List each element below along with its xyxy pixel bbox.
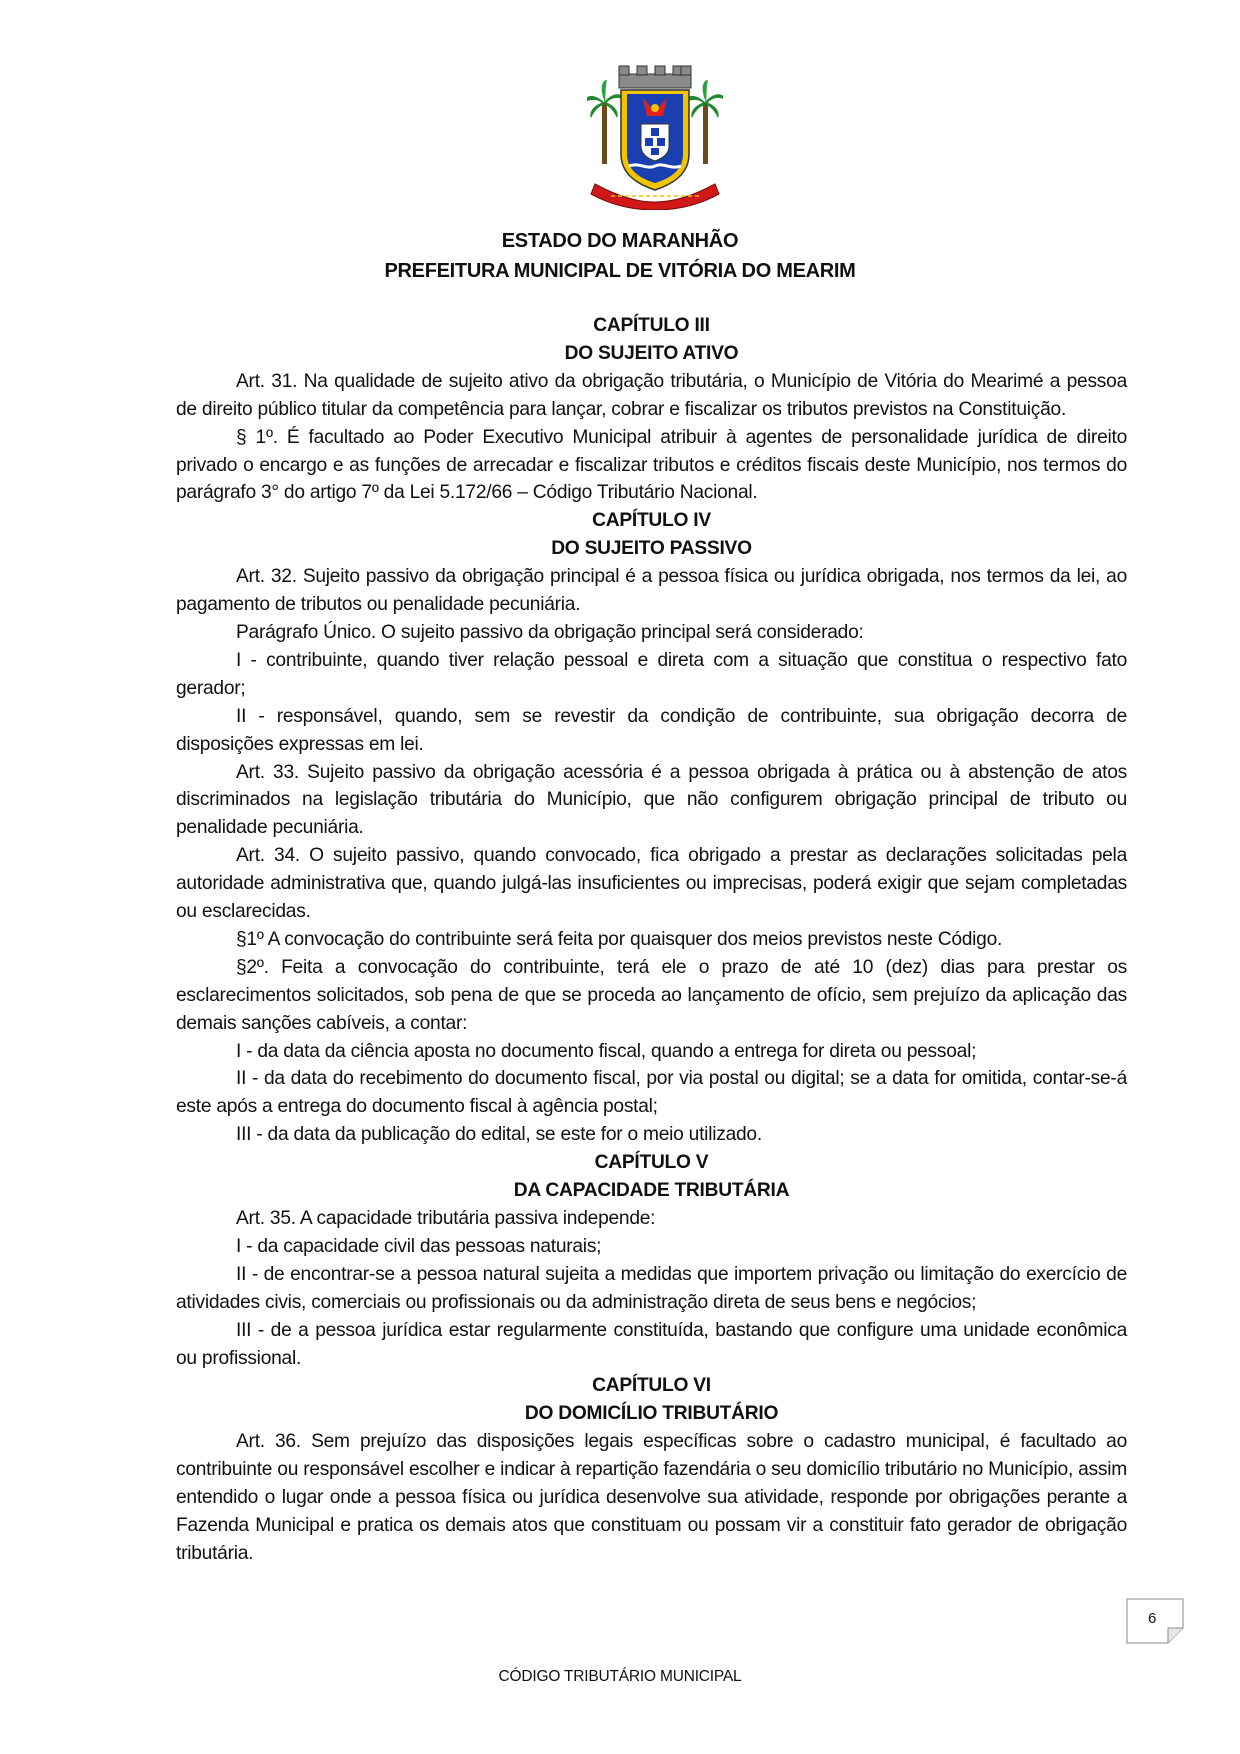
- chapter-heading: DO SUJEITO ATIVO: [564, 342, 739, 364]
- document-body: [176, 312, 1127, 1568]
- mural-crown: [619, 66, 691, 88]
- chapter-heading: DO SUJEITO PASSIVO: [551, 538, 752, 560]
- body-paragraph: Art. 31. Na qualidade de sujeito ativo da obrigação tributária, o Município de Vitória do Mearimé a pessoa de direito público titular da competência para lançar, cobrar e fiscalizar os tributos previstos na Constituição.: [176, 370, 1127, 420]
- body-paragraph: II - da data do recebimento do documento fiscal, por via postal ou digital; se a data for omitida, contar-se-á este após a entrega do documento fiscal à agência postal;: [176, 1068, 1127, 1118]
- body-paragraph: I - da capacidade civil das pessoas naturais;: [236, 1235, 602, 1257]
- body-paragraph: II - responsável, quando, sem se revestir da condição de contribuinte, sua obrigação decorra de disposições expressas em lei.: [176, 705, 1127, 755]
- shield: [621, 90, 689, 190]
- body-paragraph: Art. 32. Sujeito passivo da obrigação principal é a pessoa física ou jurídica obrigada, nos termos da lei, ao pagamento de tributos ou penalidade pecuniária.: [176, 566, 1127, 616]
- state-title: ESTADO DO MARANHÃO: [501, 230, 739, 252]
- chapter-heading: CAPÍTULO III: [593, 315, 710, 336]
- body-paragraph: Art. 35. A capacidade tributária passiva independe:: [236, 1208, 656, 1229]
- body-paragraph: III - da data da publicação do edital, se este for o meio utilizado.: [236, 1124, 762, 1146]
- municipal-coat-of-arms: [587, 62, 723, 210]
- body-paragraph: I - da data da ciência aposta no documento fiscal, quando a entrega for direta ou pessoal;: [236, 1040, 977, 1062]
- left-palm-tree: [587, 80, 625, 164]
- body-paragraph: I - contribuinte, quando tiver relação pessoal e direta com a situação que constitua o respectivo fato gerador;: [176, 649, 1127, 699]
- body-paragraph: II - de encontrar-se a pessoa natural sujeita a medidas que importem privação ou limitação do exercício de atividades civis, comerciais ou profissionais ou da administração direta de seus bens e negócios;: [176, 1263, 1127, 1313]
- chapter-heading: DO DOMICÍLIO TRIBUTÁRIO: [524, 1403, 779, 1425]
- body-paragraph: Art. 33. Sujeito passivo da obrigação acessória é a pessoa obrigada à prática ou à abstenção de atos discriminados na legislação tributária do Município, que não configurem obrigação principal de tributo ou penalidade pecuniária.: [176, 761, 1127, 839]
- municipality-title: PREFEITURA MUNICIPAL DE VITÓRIA DO MEARIM: [384, 260, 856, 282]
- body-paragraph: Art. 34. O sujeito passivo, quando convocado, fica obrigado a prestar as declarações solicitadas pela autoridade administrativa que, quando julgá-las insuficientes ou imprecisas, poderá exigir que sejam completadas ou esclarecidas.: [176, 845, 1127, 923]
- chapter-heading: CAPÍTULO VI: [592, 1375, 711, 1397]
- document-footer: CÓDIGO TRIBUTÁRIO MUNICIPAL: [498, 1668, 742, 1685]
- body-paragraph: Parágrafo Único. O sujeito passivo da obrigação principal será considerado:: [236, 621, 864, 643]
- body-paragraph: III - de a pessoa jurídica estar regularmente constituída, bastando que configure uma unidade econômica ou profissional.: [176, 1319, 1127, 1369]
- chapter-heading: CAPÍTULO V: [594, 1152, 709, 1174]
- page-number: 6: [1148, 1610, 1157, 1627]
- body-paragraph: §2º. Feita a convocação do contribuinte, terá ele o prazo de até 10 (dez) dias para prestar os esclarecimentos solicitados, sob pena de que se proceda ao lançamento de ofício, sem prejuízo da aplicação das demais sanções cabíveis, a contar:: [176, 956, 1127, 1034]
- body-paragraph: Art. 36. Sem prejuízo das disposições legais específicas sobre o cadastro municipal, é facultado ao contribuinte ou responsável escolher e indicar à repartição fazendária o seu domicílio tributário no Município, assim entendido o lugar onde a pessoa física ou jurídica desenvolve sua atividade, responde por obrigações perante a Fazenda Municipal e pratica os demais atos que constituam ou possam vir a constituir fato gerador de obrigação tributária.: [176, 1431, 1127, 1564]
- chapter-heading: DA CAPACIDADE TRIBUTÁRIA: [513, 1180, 790, 1202]
- body-paragraph: § 1º. É facultado ao Poder Executivo Municipal atribuir à agentes de personalidade jurídica de direito privado o encargo e as funções de arrecadar e fiscalizar tributos e créditos fiscais deste Município, nos termos do parágrafo 3° do artigo 7º da Lei 5.172/66 – Código Tributário Nacional.: [176, 426, 1127, 504]
- right-palm-tree: [686, 80, 723, 164]
- chapter-heading: CAPÍTULO IV: [592, 510, 711, 532]
- body-paragraph: §1º A convocação do contribuinte será feita por quaisquer dos meios previstos neste Código.: [236, 928, 1003, 950]
- document-header: [0, 226, 1240, 286]
